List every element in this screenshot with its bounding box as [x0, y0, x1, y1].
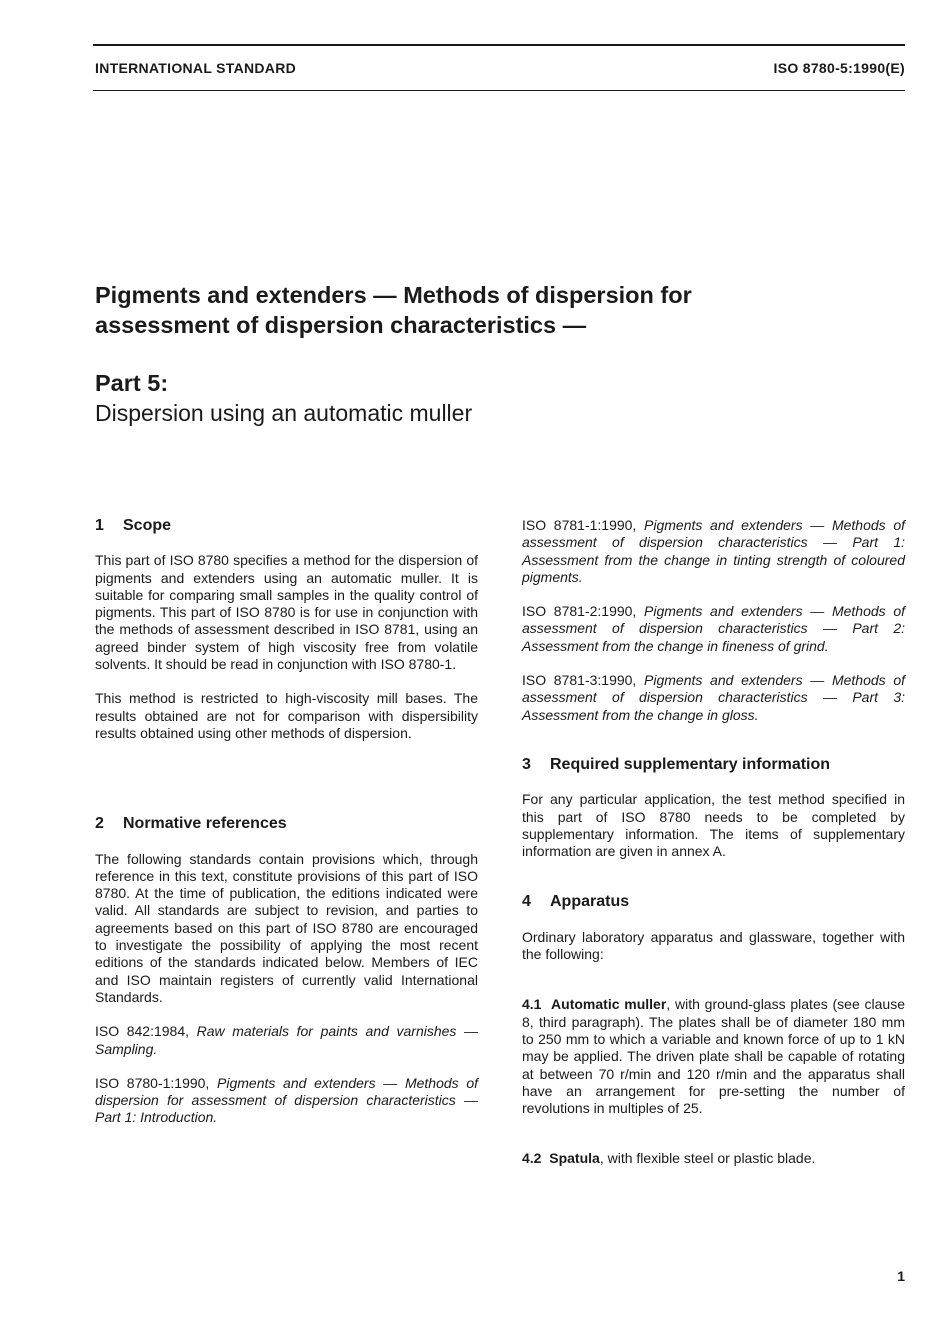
section-number: 4 — [522, 893, 531, 911]
item-term: Automatic muller — [551, 996, 667, 1013]
section-title: Normative references — [123, 815, 287, 833]
item-text: , with flexible steel or plastic blade. — [599, 1150, 816, 1167]
title-line-1: Pigments and extenders — Methods of dispersion for — [95, 282, 692, 308]
item-number: 4.2 — [522, 1150, 542, 1167]
document-type: INTERNATIONAL STANDARD — [95, 60, 297, 76]
section-title: Required supplementary information — [550, 755, 831, 773]
right-column — [522, 517, 905, 1185]
part-label: Part 5: — [95, 370, 169, 396]
supplementary-paragraph: For any particular application, the test method specified in this part of ISO 8780 needs to be completed by supplementary information. The items of supplementary information are given in annex A. — [522, 791, 905, 860]
reference-item — [522, 603, 905, 655]
scope-paragraph-1: This part of ISO 8780 specifies a method for the dispersion of pigments and extenders using an automatic muller. It is suitable for comparing small samples in the quality control of pigments. This part of ISO 8780 is for use in conjunction with the methods of assessment described in ISO 8781, using an agreed binder system of high viscosity free from volatile solvents. It should be read in conjunction with ISO 8780-1. — [95, 552, 478, 673]
section-heading-scope — [95, 517, 478, 534]
scope-paragraph-2: This method is restricted to high-viscosity mill bases. The results obtained are not for comparison with dispersibility results obtained using other methods of dispersion. — [95, 690, 478, 741]
section-number: 3 — [522, 755, 531, 773]
section-heading-apparatus — [522, 893, 905, 910]
section-heading-normative — [95, 815, 478, 832]
section-heading-supplementary — [522, 756, 905, 773]
document-number: ISO 8780-5:1990(E) — [773, 60, 905, 76]
reference-title: Pigments and extenders — Methods of assessment of dispersion characteristics — Part 3: Assessment from the change in gloss. — [522, 672, 905, 723]
item-term: Spatula — [549, 1150, 600, 1167]
page-number: 1 — [897, 1268, 905, 1284]
header-rule-top — [93, 44, 905, 46]
part-subtitle: Dispersion using an automatic muller — [95, 400, 473, 426]
section-number: 2 — [95, 815, 104, 833]
reference-item — [95, 1023, 478, 1058]
apparatus-item — [522, 1150, 905, 1167]
item-text: , with ground-glass plates (see clause 8, third paragraph). The plates shall be of diameter 180 mm to 250 mm to which a variable and known force of up to 1 kN may be applied. The driven plate shall be capable of rotating at between 70 r/min and 120 r/min and the apparatus shall have an arrangement for pre-setting the number of revolutions in multiples of 25. — [522, 996, 906, 1117]
header-rule-bottom — [93, 90, 905, 91]
reference-item — [522, 517, 905, 586]
apparatus-item — [522, 996, 905, 1117]
item-number: 4.1 — [522, 996, 542, 1013]
section-number: 1 — [95, 517, 104, 534]
reference-code: ISO 8781-1:1990, — [522, 517, 637, 533]
reference-code: ISO 842:1984, — [95, 1023, 190, 1040]
section-title: Scope — [123, 517, 172, 534]
reference-title: Pigments and extenders — Methods of assessment of dispersion characteristics — Part 2: Assessment from the change in fineness of grind. — [522, 603, 905, 654]
reference-item — [522, 672, 905, 724]
reference-code: ISO 8780-1:1990, — [95, 1074, 210, 1091]
reference-title: Pigments and extenders — Methods of dispersion for assessment of dispersion characteristics — Part 1: Introduction. — [95, 1074, 478, 1126]
reference-code: ISO 8781-3:1990, — [522, 672, 637, 689]
normative-paragraph-1: The following standards contain provisions which, through reference in this text, constitute provisions of this part of ISO 8780. At the time of publication, the editions indicated were valid. All standards are subject to revision, and parties to agreements based on this part of ISO 8780 are encouraged to investigate the possibility of applying the most recent editions of the standards indicated below. Members of IEC and ISO maintain registers of currently valid International Standards. — [95, 850, 478, 1005]
reference-title: Raw materials for paints and varnishes — Sampling. — [95, 1023, 479, 1057]
section-title: Apparatus — [550, 893, 630, 911]
reference-code: ISO 8781-2:1990, — [522, 603, 637, 620]
title-line-2: assessment of dispersion characteristics — — [95, 312, 587, 338]
reference-title: Pigments and extenders — Methods of assessment of dispersion characteristics — Part 1: Assessment from the change in tinting strength of coloured pigments. — [522, 517, 905, 585]
reference-item — [95, 1075, 478, 1127]
document-title — [95, 280, 855, 340]
apparatus-paragraph: Ordinary laboratory apparatus and glassware, together with the following: — [522, 928, 905, 963]
left-column — [95, 517, 478, 1144]
